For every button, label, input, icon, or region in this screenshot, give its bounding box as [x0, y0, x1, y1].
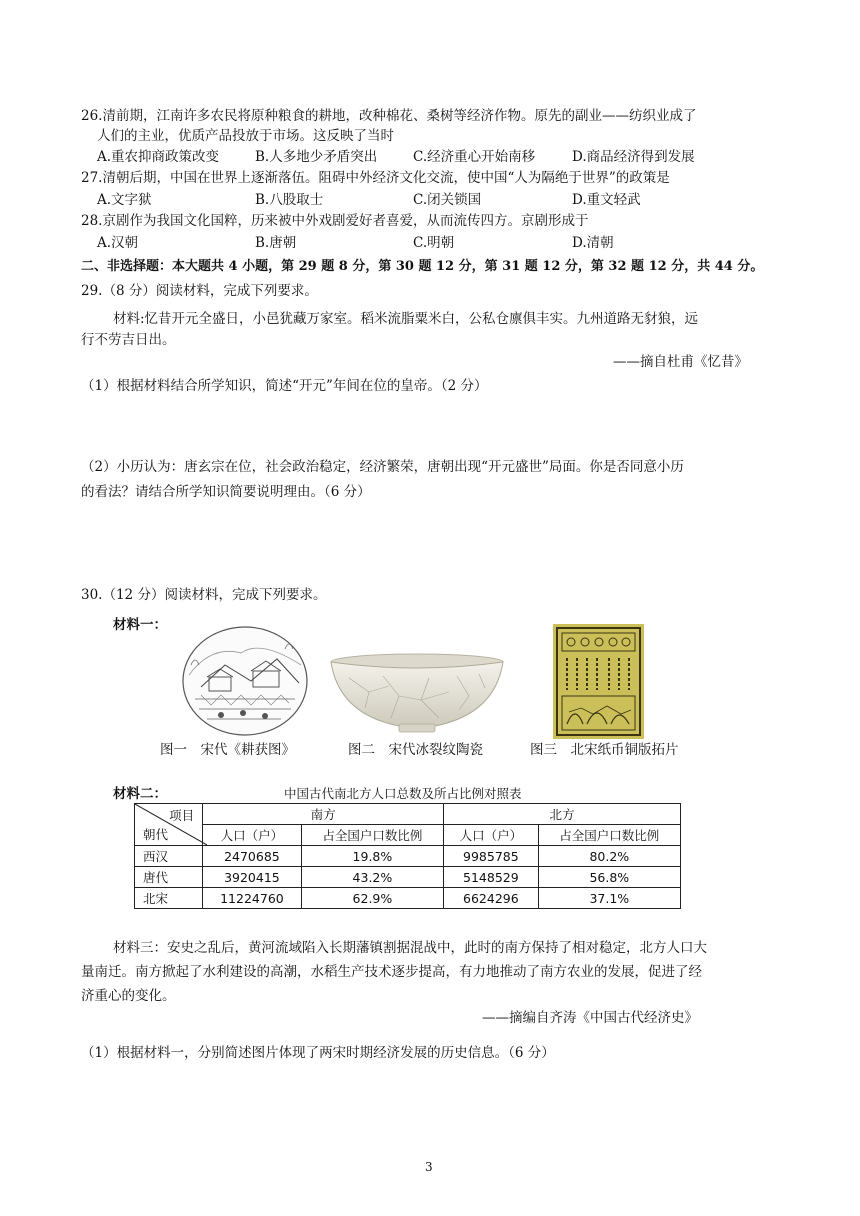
q28-option-c: C.明朝: [413, 235, 455, 251]
q29-material-line2: 行不劳吉日出。: [81, 332, 176, 348]
figure-crackle-bowl: [329, 652, 505, 736]
q29-subquestion-2-line1: （2）小历认为：唐玄宗在位，社会政治稳定，经济繁荣，唐朝出现“开元盛世”局面。你是否同意小历: [81, 459, 684, 475]
corner-label-dynasty: 朝代: [143, 827, 169, 842]
row-south-population: 2470685: [203, 846, 302, 867]
q28-option-a: A.汉朝: [97, 235, 139, 251]
row-south-ratio: 62.9%: [301, 888, 443, 909]
q30-material2-label: 材料二：: [113, 786, 167, 802]
q29-head: 29.（8 分）阅读材料，完成下列要求。: [81, 283, 318, 299]
header-south-ratio: 占全国户口数比例: [301, 825, 443, 846]
caption-figure-1: 图一 宋代《耕获图》: [160, 742, 295, 758]
section-2-heading: 二、非选择题：本大题共 4 小题，第 29 题 8 分，第 30 题 12 分，第 31 题 12 分，第 32 题 12 分，共 44 分。: [81, 259, 764, 274]
q27-stem: 27.清朝后期，中国在世界上逐渐落伍。阻碍中外经济文化交流，使中国“人为隔绝于世界”的政策是: [81, 170, 670, 186]
table-title: 中国古代南北方人口总数及所占比例对照表: [284, 786, 522, 801]
row-north-population: 6624296: [444, 888, 539, 909]
row-north-ratio: 80.2%: [538, 846, 680, 867]
q30-material3-line3: 济重心的变化。: [81, 988, 176, 1004]
page-number: 3: [425, 1160, 433, 1174]
table-row: [135, 846, 681, 867]
q27-option-b: B.八股取士: [255, 192, 324, 208]
q30-material1-label: 材料一：: [113, 617, 167, 633]
row-north-ratio: 56.8%: [538, 867, 680, 888]
table-row: [135, 867, 681, 888]
q27-option-a: A.文字狱: [97, 192, 152, 208]
q30-material3-line1: 材料三：安史之乱后，黄河流域陷入长期藩镇割据混战中，此时的南方保持了相对稳定，北方人口大: [113, 940, 707, 956]
q29-subquestion-2-line2: 的看法？请结合所学知识简要说明理由。（6 分）: [81, 484, 371, 500]
q30-subquestion-1: （1）根据材料一，分别简述图片体现了两宋时期经济发展的历史信息。（6 分）: [81, 1045, 555, 1061]
header-north-ratio: 占全国户口数比例: [538, 825, 680, 846]
row-north-population: 5148529: [444, 867, 539, 888]
row-south-ratio: 43.2%: [301, 867, 443, 888]
q30-head: 30.（12 分）阅读材料，完成下列要求。: [81, 587, 327, 603]
q28-option-d: D.清朝: [572, 235, 614, 251]
q26-stem-line1: 26.清前期，江南许多农民将原种粮食的耕地，改种棉花、桑树等经济作物。原先的副业——纺织业成了: [81, 108, 697, 124]
row-dynasty: 西汉: [135, 846, 203, 867]
q30-material3-line2: 量南迁。南方掀起了水利建设的高潮，水稻生产技术逐步提高，有力地推动了南方农业的发展，促进了经: [81, 964, 702, 980]
corner-label-item: 项目: [169, 808, 195, 823]
q28-option-b: B.唐朝: [255, 235, 297, 251]
caption-figure-2: 图二 宋代冰裂纹陶瓷: [348, 742, 483, 758]
row-south-population: 3920415: [203, 867, 302, 888]
caption-figure-3: 图三 北宋纸币铜版拓片: [530, 742, 679, 758]
table-corner-cell: [135, 804, 203, 846]
q26-options: [97, 147, 695, 167]
table-header-row-2: [135, 825, 681, 846]
figure-paper-money-rubbing: [553, 624, 644, 739]
q29-material-line1: 材料:忆昔开元全盛日，小邑犹藏万家室。稻米流脂粟米白，公私仓廪俱丰实。九州道路无豺狼，远: [113, 311, 699, 327]
row-north-population: 9985785: [444, 846, 539, 867]
q30-material3-source: ——摘编自齐涛《中国古代经济史》: [482, 1010, 698, 1026]
q26-option-c: C.经济重心开始南移: [413, 149, 536, 165]
q26-option-b: B.人多地少矛盾突出: [255, 149, 378, 165]
row-south-ratio: 19.8%: [301, 846, 443, 867]
header-north: 北方: [444, 804, 681, 825]
row-dynasty: 北宋: [135, 888, 203, 909]
q26-option-a: A.重农抑商政策改变: [97, 149, 220, 165]
q27-option-d: D.重文轻武: [572, 192, 641, 208]
header-north-population: 人口（户）: [444, 825, 539, 846]
q27-option-c: C.闭关锁国: [413, 192, 482, 208]
row-north-ratio: 37.1%: [538, 888, 680, 909]
q26-option-d: D.商品经济得到发展: [572, 149, 695, 165]
q26-stem-line2: 人们的主业，优质产品投放于市场。这反映了当时: [97, 128, 394, 144]
q27-options: [97, 190, 641, 210]
row-south-population: 11224760: [203, 888, 302, 909]
q29-subquestion-1: （1）根据材料结合所学知识，简述“开元”年间在位的皇帝。（2 分）: [81, 378, 488, 394]
population-table: [134, 803, 681, 909]
figure-farming-illustration: [181, 625, 309, 738]
q28-options: [97, 233, 614, 253]
q29-source: ——摘自杜甫《忆昔》: [613, 354, 748, 370]
q28-stem: 28.京剧作为我国文化国粹，历来被中外戏剧爱好者喜爱，从而流传四方。京剧形成于: [81, 213, 589, 229]
table-row: [135, 888, 681, 909]
row-dynasty: 唐代: [135, 867, 203, 888]
table-header-row-1: [135, 804, 681, 825]
header-south-population: 人口（户）: [203, 825, 302, 846]
header-south: 南方: [203, 804, 444, 825]
